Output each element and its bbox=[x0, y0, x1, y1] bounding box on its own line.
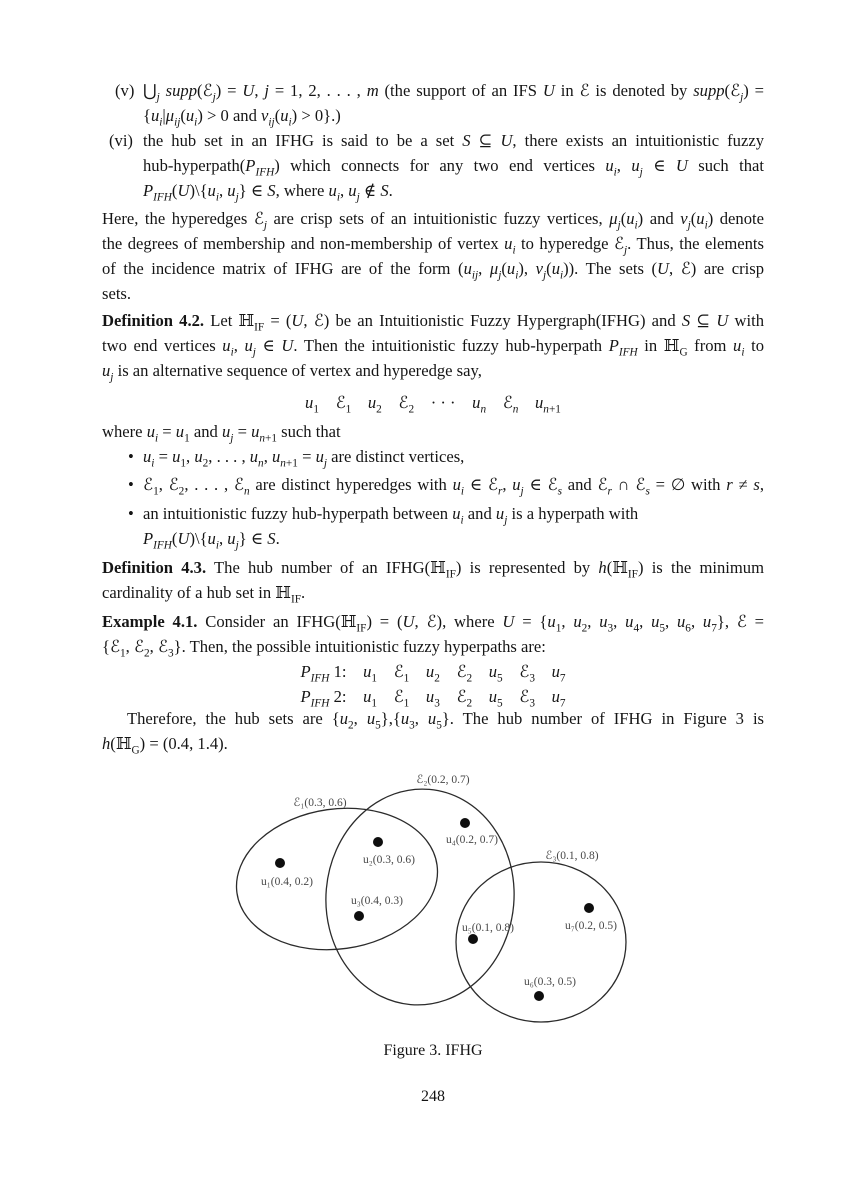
example-4-1 bbox=[102, 609, 764, 659]
hyperedge-e1-ellipse bbox=[227, 796, 447, 963]
list-item-vi bbox=[102, 128, 764, 203]
bullet-2-line: ℰ$_1$, ℰ$_2$, . . . , ℰ$_n$ are distinct hyperedges with $u_i$ ∈ ℰ$_r$, $u_j$ ∈ ℰ$_s$ and ℰ$_r$ ∩ ℰ$_s$ = ∅ with r ≠ s, bbox=[143, 475, 764, 497]
example-line-1: Example 4.1. Consider an IFHG(ℍ$_{IF}$) = (U, ℰ), where $U = \{u_1$, $u_2$, $u_3$, $u_4$, $u_5$, $u_6$, $u_7$}, ℰ = bbox=[102, 612, 764, 634]
here-line-1: Here, the hyperedges ℰ$_j$ are crisp sets of an intuitionistic fuzzy vertices, $\mu_j(u_i)$ and $\nu_j(u_i)$ denote bbox=[102, 209, 764, 231]
list-item-vi-label: (vi) bbox=[109, 131, 133, 150]
hyperedge-e3-ellipse bbox=[456, 862, 626, 1022]
item-v-line-1: $⋃_j$ supp(ℰ$_j$) = U, j = 1, 2, . . . , m (the support of an IFS U in ℰ is denoted by supp(ℰ$_j$) = bbox=[143, 81, 764, 103]
bullet-item-3 bbox=[102, 501, 764, 551]
def42-line-2: two end vertices $u_i$, $u_j$ ∈ U. Then the intuitionistic fuzzy hub-hyperpath $P_{IFH}$ in ℍ$_G$ from $u_i$ to bbox=[102, 336, 764, 358]
conclusion-line-2: h(ℍ$_G$) = (0.4, 1.4). bbox=[102, 734, 228, 756]
item-vi-line-3: $P_{IFH}(U)\backslash\{u_i$, $u_j$} ∈ S, where $u_i$, $u_j$ ∉ S. bbox=[143, 181, 393, 203]
item-vi-line-1: the hub set in an IFHG is said to be a set S ⊆ U, there exists an intuitionistic fuzzy bbox=[143, 131, 764, 150]
vertex-u5-dot bbox=[468, 934, 478, 944]
bullet-3-line-1: an intuitionistic fuzzy hub-hyperpath between $u_i$ and $u_j$ is a hyperpath with bbox=[143, 504, 639, 526]
page-number: 248 bbox=[421, 1088, 445, 1105]
bullet-3-line-2: $P_{IFH}(U)\backslash\{u_i$, $u_j$} ∈ S. bbox=[143, 529, 280, 551]
vertex-u7-label: u₇(0.2, 0.5) bbox=[565, 920, 617, 932]
item-v-line-2: {$u_i|\mu_{ij}(u_i) > 0$ and $\nu_{ij}(u_i) > 0$}.) bbox=[143, 106, 341, 128]
vertex-u6-label: u₆(0.3, 0.5) bbox=[524, 976, 576, 988]
here-line-3: of the incidence matrix of IFHG are of the form ($u_{ij}$, $\mu_j(u_i)$, $\nu_j(u_i)$). The sets (U, ℰ) are crisp bbox=[102, 259, 764, 281]
def43-line-2: cardinality of a hub set in ℍ$_{IF}$. bbox=[102, 583, 306, 605]
conclusion-line-1: Therefore, the hub sets are {$u_2$, $u_5\},\{u_3$, $u_5$}. The hub number of IFHG in Figure 3 is bbox=[127, 709, 764, 731]
here-line-4: sets. bbox=[102, 284, 132, 303]
bullet-1-line: $u_i = u_1$, $u_2$, . . . , $u_n$, $u_{n+1} = u_j$ are distinct vertices, bbox=[143, 447, 465, 469]
definition-4-2 bbox=[102, 308, 764, 383]
here-line-2: the degrees of membership and non-membership of vertex $u_i$ to hyperedge ℰ$_j$. Thus, the elements bbox=[102, 234, 764, 256]
vertex-u1-label: u₁(0.4, 0.2) bbox=[261, 876, 313, 888]
def43-line-1: Definition 4.3. The hub number of an IFHG(ℍ$_{IF}$) is represented by h(ℍ$_{IF}$) is the minimum bbox=[102, 558, 764, 580]
figure-caption: Figure 3. IFHG bbox=[383, 1042, 483, 1059]
where-line: where $u_i = u_1$ and $u_j = u_{n+1}$ such that bbox=[102, 422, 341, 444]
example-line-2: {ℰ$_1$, ℰ$_2$, ℰ$_3$}. Then, the possible intuitionistic fuzzy hyperpaths are: bbox=[102, 637, 546, 659]
hyperedge-e3-label: ℰ₃(0.1, 0.8) bbox=[545, 850, 599, 862]
conclusion-paragraph bbox=[102, 706, 764, 756]
item-vi-line-2: hub-$hyperpath(P_{IFH})$ which connects for any two end vertices $u_i$, $u_j$ ∈ U such that bbox=[143, 156, 764, 178]
hyperpath-2: $P_{IFH}$ 2: $u_1$ ℰ$_1$ $u_3$ ℰ$_2$ $u_5$ ℰ$_3$ $u_7$ bbox=[300, 687, 566, 709]
hyperpath-1: $P_{IFH}$ 1: $u_1$ ℰ$_1$ $u_2$ ℰ$_2$ $u_5$ ℰ$_3$ $u_7$ bbox=[300, 662, 566, 684]
text-column bbox=[102, 78, 764, 756]
vertex-u2-label: u₂(0.3, 0.6) bbox=[363, 854, 415, 866]
hyperedge-e2-label: ℰ₂(0.2, 0.7) bbox=[416, 774, 470, 786]
paragraph-here bbox=[102, 206, 764, 306]
vertex-u1-dot bbox=[275, 858, 285, 868]
vertex-u4-label: u₄(0.2, 0.7) bbox=[446, 834, 498, 846]
vertex-u7-dot bbox=[584, 903, 594, 913]
sequence-display: $u_1$ ℰ$_1$ $u_2$ ℰ$_2$ · · · $u_n$ ℰ$_n$ $u_{n+1}$ bbox=[305, 393, 561, 415]
vertex-u6-dot bbox=[534, 991, 544, 1001]
vertex-u3-dot bbox=[354, 911, 364, 921]
list-item-v-label: (v) bbox=[115, 81, 135, 100]
bullet-item-1 bbox=[102, 444, 764, 469]
bullet-icon: • bbox=[128, 504, 134, 523]
list-item-v bbox=[102, 78, 764, 128]
vertex-u5-label: u₅(0.1, 0.8) bbox=[462, 922, 514, 934]
def42-line-3: $u_j$ is an alternative sequence of vertex and hyperedge say, bbox=[102, 361, 482, 383]
bullet-icon: • bbox=[128, 447, 134, 466]
vertex-u4-dot bbox=[460, 818, 470, 828]
bullet-item-2 bbox=[102, 472, 764, 497]
definition-4-3 bbox=[102, 555, 764, 605]
hyperedge-e1-label: ℰ₁(0.3, 0.6) bbox=[293, 797, 347, 809]
hyperedge-e2-ellipse bbox=[317, 781, 523, 1013]
def42-line-1: Definition 4.2. Let ℍ$_{IF}$ = (U, ℰ) be an Intuitionistic Fuzzy Hypergraph(IFHG) and S ⊆ U with bbox=[102, 311, 764, 333]
vertex-u2-dot bbox=[373, 837, 383, 847]
vertex-u3-label: u₃(0.4, 0.3) bbox=[351, 895, 403, 907]
bullet-icon: • bbox=[128, 475, 134, 494]
